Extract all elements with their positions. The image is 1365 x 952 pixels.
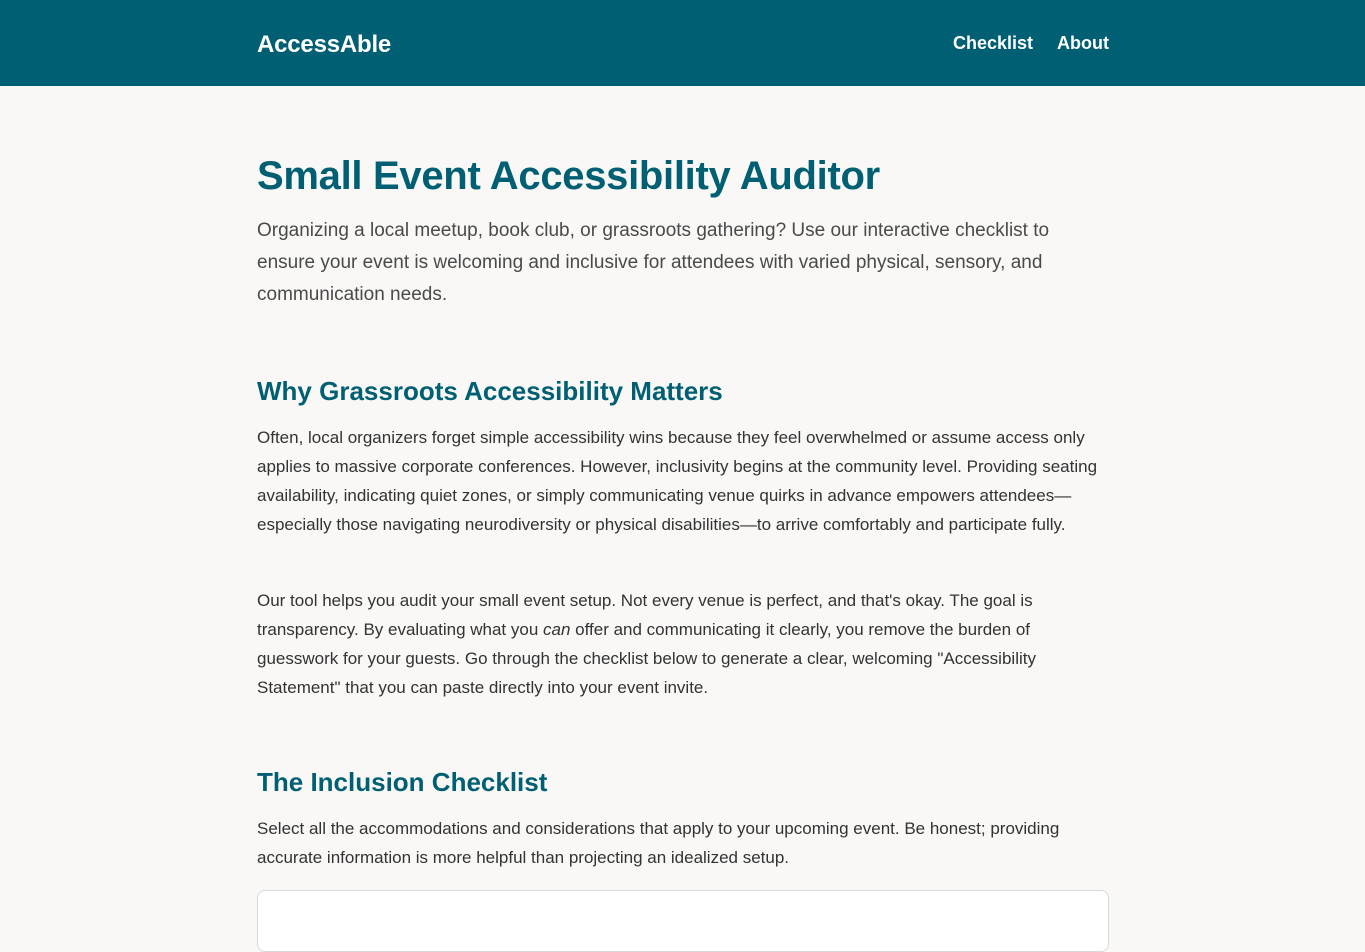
why-paragraph-2 bbox=[257, 586, 1109, 702]
nav-link-checklist[interactable]: Checklist bbox=[952, 33, 1034, 53]
nav-link-about[interactable]: About bbox=[1057, 33, 1109, 53]
brand-logo[interactable]: AccessAble bbox=[257, 31, 392, 58]
why-paragraph-2-emphasis: can bbox=[543, 620, 571, 639]
page-title: Small Event Accessibility Auditor bbox=[257, 154, 880, 198]
why-paragraph-2-end: offer and communicating it clearly, you remove the burden of guesswork for your guests. Go through the checklist below to generate a clear, welcoming "Accessibility Statement" that you can paste directly into your event invite. bbox=[257, 620, 1036, 697]
main-nav bbox=[953, 31, 1109, 55]
checklist-section-title: The Inclusion Checklist bbox=[257, 767, 548, 797]
site-header bbox=[0, 0, 1365, 86]
checklist-card bbox=[257, 890, 1109, 952]
checklist-intro: Select all the accommodations and considerations that apply to your upcoming event. Be honest; providing accurate information is more helpful than projecting an idealized setup. bbox=[257, 819, 1060, 867]
hero-intro: Organizing a local meetup, book club, or grassroots gathering? Use our interactive checklist to ensure your event is welcoming and inclusive for attendees with varied physical, sensory, and communication needs. bbox=[257, 220, 1050, 305]
why-paragraph-1: Often, local organizers forget simple accessibility wins because they feel overwhelmed or assume access only applies to massive corporate conferences. However, inclusivity begins at the community level. Providing seating availability, indicating quiet zones, or simply communicating venue quirks in advance empowers attendees—especially those navigating neurodiversity or physical disabilities—to arrive comfortably and participate fully. bbox=[257, 428, 1098, 534]
why-paragraph-2-start: Our tool helps you audit your small event setup. Not every venue is perfect, and that's okay. The goal is transparency. By evaluating what you bbox=[257, 591, 1033, 639]
why-section-title: Why Grassroots Accessibility Matters bbox=[257, 376, 723, 406]
